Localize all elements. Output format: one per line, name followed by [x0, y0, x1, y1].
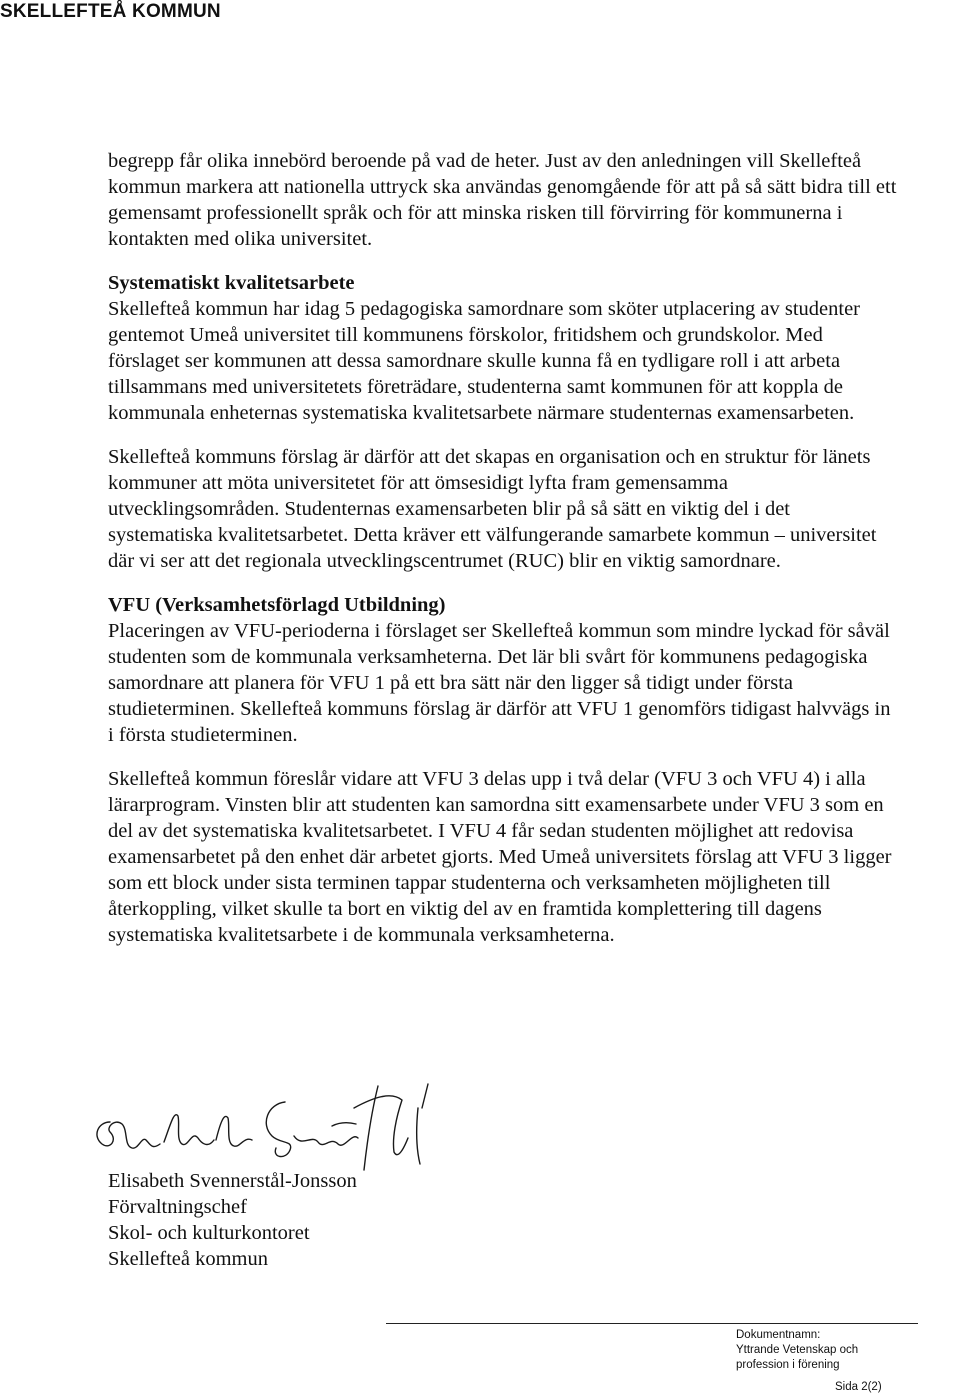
- intro-paragraph: begrepp får olika innebörd beroende på vad de heter. Just av den anledningen vill Skellefteå kommun markera att nationella uttryck ska användas genomgående för att på så sätt bidra till ett gemensamt professionellt språk och för att minska risken till förvirring för kommunerna i kontakten med olika universitet.: [108, 150, 897, 250]
- signer-department: Skol- och kulturkontoret: [108, 1222, 310, 1244]
- body-paragraph: Skellefteå kommun föreslår vidare att VFU 3 delas upp i två delar (VFU 3 och VFU 4) i alla lärarprogram. Vinsten blir att studenten kan samordna sitt examensarbete under VFU 3 som en del av det systematiska kvalitetsarbetet. I VFU 4 får sedan studenten möjlighet att redovisa examensarbetet på den enhet där arbetet gjorts. Med Umeå universitets förslag att VFU 3 ligger som ett block under sista terminen tappar studenterna och verksamheten möjligheten till återkoppling, vilket skulle ta bort en viktig del av en framtida komplettering till dagens systematiska kvalitetsarbete i de kommunala verksamheterna.: [108, 768, 892, 946]
- body-paragraph: Placeringen av VFU-perioderna i förslaget ser Skellefteå kommun som mindre lyckad för såväl studenten som de kommunala verksamheterna. Det lär bli svårt för kommunens pedagogiska samordnare att planera för VFU 1 på ett bra sätt när den ligger så tidigt under första studieterminen. Skellefteå kommuns förslag är därför att VFU 1 genomförs tidigast halvvägs in i första studieterminen.: [108, 620, 891, 746]
- signer-organization: Skellefteå kommun: [108, 1248, 268, 1270]
- body-paragraph: Skellefteå kommuns förslag är därför att det skapas en organisation och en struktur för länets kommuner att möta universitetet för att ömsesidigt lyfta fram gemensamma utvecklingsområden. Studenternas examensarbeten blir på så sätt en viktig del i det systematiska kvalitetsarbetet. Detta kräver ett välfungerande samarbete kommun – universitet där vi ser att det regionala utvecklingscentrumet (RUC) blir en viktig samordnare.: [108, 446, 877, 572]
- signer-title: Förvaltningschef: [108, 1196, 247, 1218]
- section-heading-quality-work: Systematiskt kvalitetsarbete: [108, 272, 355, 294]
- footer-document-info: [736, 1328, 858, 1373]
- body-paragraph: Skellefteå kommun har idag 5 pedagogiska samordnare som sköter utplacering av studenter gentemot Umeå universitet till kommunens förskolor, fritidshem och grundskolor. Med förslaget ser kommunen att dessa samordnare skulle kunna få en tydligare roll i att arbeta tillsammans med universitetets företrädare, studenterna samt kommunen för att koppla de kommunala enheternas systematiska kvalitetsarbete närmare studenternas examensarbeten.: [108, 298, 861, 424]
- document-name-line: Yttrande Vetenskap och: [736, 1344, 859, 1356]
- handwritten-signature: [80, 1078, 470, 1178]
- document-name-label: Dokumentnamn:: [736, 1329, 821, 1341]
- letter-body: [108, 148, 898, 948]
- footer-divider: [386, 1323, 918, 1324]
- signer-name: Elisabeth Svennerstål-Jonsson: [108, 1170, 357, 1192]
- page-number: Sida 2(2): [835, 1381, 882, 1393]
- signature-block: [108, 1168, 357, 1272]
- document-name-line: profession i förening: [736, 1359, 840, 1371]
- organization-header: SKELLEFTEÅ KOMMUN: [0, 1, 221, 22]
- section-heading-vfu: VFU (Verksamhetsförlagd Utbildning): [108, 594, 446, 616]
